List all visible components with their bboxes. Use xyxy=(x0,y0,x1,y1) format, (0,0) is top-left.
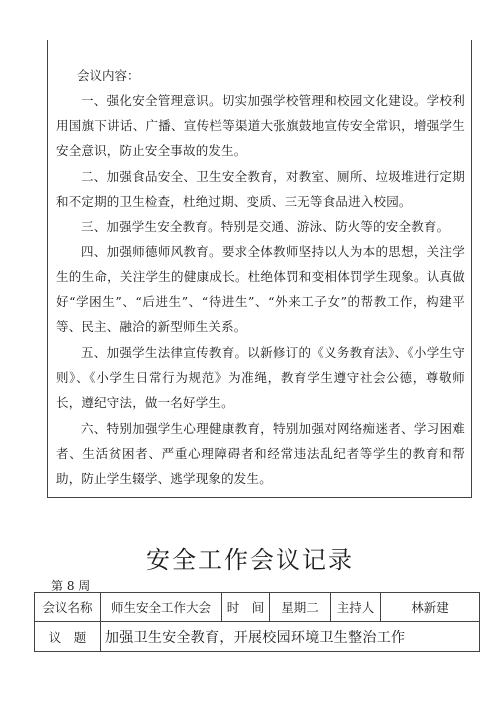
record-row-info xyxy=(35,593,480,622)
week-number: 第 8 周 xyxy=(51,579,91,593)
meeting-name-label: 会议名称 xyxy=(35,593,101,622)
meeting-content-label: 会议内容： xyxy=(77,68,140,83)
content-paragraph-2: 二、加强食品安全、卫生安全教育，对教室、厕所、垃圾堆进行定期和不定期的卫生检查，杜绝过期、变质、三无等食品进入校园。 xyxy=(56,169,465,209)
content-paragraph-1: 一、强化安全管理意识。切实加强学校管理和校园文化建设。学校利用国旗下讲话、广播、宣传栏等渠道大张旗鼓地宣传安全常识，增强学生安全意识，防止安全事故的发生。 xyxy=(56,93,465,158)
time-value: 星期二 xyxy=(270,593,331,622)
record-row-topic xyxy=(35,622,480,652)
content-paragraph-3: 三、加强学生安全教育。特别是交通、游泳、防火等的安全教育。 xyxy=(81,219,450,234)
content-paragraph-5: 五、加强学生法律宣传教育。以新修订的《义务教育法》、《小学生守则》、《小学生日常行为规范》为准绳，教育学生遵守社会公德，尊敬师长，遵纪守法，做一名好学生。 xyxy=(56,345,465,410)
content-paragraph-6: 六、特别加强学生心理健康教育，特别加强对网络痴迷者、学习困难者、生活贫困者、严重心理障碍者和经常违法乱纪者等学生的教育和帮助，防止学生辍学、逃学现象的发生。 xyxy=(56,421,465,486)
meeting-record-table xyxy=(34,592,480,652)
time-label: 时 间 xyxy=(222,593,270,622)
record-title: 安全工作会议记录 xyxy=(146,546,354,574)
content-paragraph-4: 四、加强师德师风教育。要求全体教师坚持以人为本的思想，关注学生的生命，关注学生的健康成长。杜绝体罚和变相体罚学生现象。认真做好“学困生”、“后进生”、“待进生”、“外来工子女”的帮教工作，构建平等、民主、融洽的新型师生关系。 xyxy=(56,244,465,334)
meeting-content-box xyxy=(47,40,472,498)
host-label: 主持人 xyxy=(331,593,381,622)
topic-value: 加强卫生安全教育，开展校园环境卫生整治工作 xyxy=(101,622,480,652)
topic-label: 议 题 xyxy=(35,622,101,652)
meeting-name-value: 师生安全工作大会 xyxy=(101,593,222,622)
host-value: 林新建 xyxy=(381,593,480,622)
